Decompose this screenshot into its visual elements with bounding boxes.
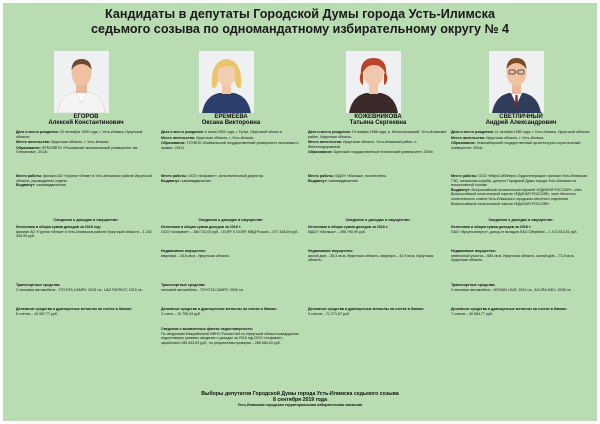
- candidate-photo: [54, 51, 109, 113]
- poster-footer: [3, 391, 597, 408]
- residence-label: Место жительства:: [451, 135, 485, 140]
- candidate-bio: [451, 130, 591, 151]
- candidate-name: Татьяна Сергеевна: [349, 120, 407, 126]
- candidate-name: Андрей Александрович: [485, 120, 557, 126]
- election-poster: [3, 3, 597, 421]
- work-label: Место работы:: [161, 174, 188, 178]
- bank-accounts-block: [308, 307, 448, 316]
- candidate-bio: [16, 130, 156, 156]
- bank-accounts-label: Денежные средства и драгоценные металлы на счетах в банках:: [308, 307, 425, 311]
- work-label: Место работы:: [451, 174, 478, 178]
- bank-accounts-block: [451, 307, 591, 316]
- income-block: [451, 225, 591, 234]
- candidate-surname: СВЕТЛИЧНЫЙ: [499, 114, 543, 120]
- candidate-photo: [489, 51, 544, 113]
- nominated-label: Выдвинут:: [16, 183, 36, 188]
- bank-accounts-label: Денежные средства и драгоценные металлы на счетах в банках:: [16, 307, 133, 311]
- nominated-label: Выдвинут:: [308, 178, 328, 183]
- candidate-name: Оксана Викторовна: [201, 120, 261, 126]
- candidate-work: [16, 174, 156, 188]
- residence-value: Иркутская область, г. Усть-Илимск.: [195, 135, 255, 140]
- vehicles-value: легковой автомобиль - TOYOTA CAMRY, 2009 г.в.: [161, 287, 244, 292]
- education-value: Братский государственный технический университет, 2009г.: [333, 150, 434, 155]
- poster-title: [3, 7, 597, 37]
- income-label: Источники и общая сумма доходов за 2018 год:: [16, 225, 101, 229]
- footer-line-2: 8 сентября 2019 года: [273, 397, 327, 403]
- income-block: [161, 225, 301, 234]
- candidate-surname: ЕГОРОВ: [73, 114, 99, 120]
- income-block: [308, 225, 448, 234]
- vehicles-value: 2 легковых автомобиля - TOYOTA CAMRY, 2015 г.в., UAZ PATRIOT, 2015 г.в.: [16, 287, 143, 292]
- residence-label: Место жительства:: [161, 135, 195, 140]
- footer-line-1: Выборы депутатов Городской Думы города Усть-Илимска седьмого созыва: [201, 391, 399, 397]
- income-heading: Сведения о доходах и имуществе:: [198, 218, 264, 222]
- real-estate-value: квартира – 44,6 кв.м., Иркутская область.: [161, 253, 231, 258]
- real-estate-label: Недвижимое имущество:: [308, 249, 353, 253]
- bank-accounts-value: 9 счетов – 71 271,67 руб.: [308, 311, 350, 316]
- candidate-surname: КОЖЕВНИКОВА: [354, 114, 402, 120]
- real-estate-label: Недвижимое имущество:: [161, 249, 206, 253]
- birth-label: Дата и место рождения:: [451, 130, 494, 134]
- education-value: ГОУВПО «Байкальский государственный университет экономики и права», 2010г.: [161, 141, 299, 150]
- candidate-column: [16, 51, 156, 369]
- candidate-work: [308, 174, 448, 183]
- income-label: Источники и общая сумма доходов за 2018 г:: [161, 225, 242, 229]
- education-label: Образование:: [16, 145, 41, 150]
- work-label: Место работы:: [16, 174, 43, 178]
- birth-value: 6 июля 1981 года, г. Тулун, Иркутской области.: [204, 130, 283, 134]
- vehicles-block: [161, 283, 301, 292]
- real-estate-label: Недвижимое имущество:: [451, 249, 496, 253]
- nominated-value: Всероссийской политической партией «ЕДИНАЯ РОССИЯ», член Всероссийской политической партии «ЕДИНАЯ РОССИЯ», член Местного политического совета Усть-Илимского городского местного отделения Всероссийской политической партии «ЕДИНАЯ РОССИЯ».: [451, 187, 582, 206]
- candidate-photo: [199, 51, 254, 113]
- candidate-work: [451, 174, 591, 206]
- vehicles-label: Транспортные средства:: [451, 283, 496, 287]
- title-line-2: седьмого созыва по одномандатному избирательному округу № 4: [90, 22, 510, 36]
- work-value: филиал АО «Группа «Илим» в Усть-Илимском районе Иркутской области, руководитель отдела.: [16, 174, 152, 183]
- education-label: Образование:: [308, 150, 333, 155]
- bank-accounts-value: 3 счета – 10 795,43 руб.: [161, 311, 201, 316]
- candidate-photo: [346, 51, 401, 113]
- bank-accounts-value: 6 счетов – 16 067,77 руб.: [16, 311, 58, 316]
- income-block: [16, 225, 156, 239]
- nominated-value: самовыдвижение.: [181, 178, 212, 183]
- bank-accounts-label: Денежные средства и драгоценные металлы на счетах в банках:: [451, 307, 568, 311]
- work-value: ООО «ЕвроСибЭнерго-Гидрогенерация» филиал Усть-Илимская ГЭС, начальник службы, депутат Городской Думы города Усть-Илимска на непостоянной основе.: [451, 174, 588, 188]
- title-line-1: Кандидаты в депутаты Городской Думы города Усть-Илимска: [105, 7, 495, 21]
- income-value: ПАО «Иркутскэнерго», доход от вкладов ПАО Сбербанк – 1 472 812,81 руб.: [451, 229, 578, 234]
- nominated-label: Выдвинут:: [161, 178, 181, 183]
- real-estate-block: [161, 249, 301, 258]
- birth-label: Дата и место рождения:: [308, 130, 351, 134]
- bank-accounts-block: [16, 307, 156, 316]
- bank-accounts-label: Денежные средства и драгоценные металлы на счетах в банках:: [161, 307, 278, 311]
- birth-value: 20 сентября 1990 года, г. Усть-Илимск, Иркутской области.: [16, 130, 143, 139]
- income-heading: Сведения о доходах и имуществе:: [488, 218, 554, 222]
- vehicles-block: [16, 283, 156, 292]
- work-value: ООО «Алфавит», исполнительный директор.: [188, 174, 264, 178]
- residence-value: Иркутская область, г. Усть-Илимск.: [50, 140, 110, 145]
- vehicles-label: Транспортные средства:: [16, 283, 61, 287]
- work-label: Место работы:: [308, 174, 335, 178]
- residence-value: Иркутская область, г. Усть-Илимск.: [485, 135, 545, 140]
- nominated-value: самовыдвижение.: [328, 178, 359, 183]
- birth-value: 19 января 1986 года, р. Железногорский, Усть-Илимский район, Иркутская область.: [308, 130, 447, 139]
- vehicles-label: Транспортные средства:: [161, 283, 206, 287]
- nominated-label: Выдвинут:: [451, 187, 471, 192]
- education-label: Образование:: [161, 141, 186, 146]
- education-label: Образование:: [451, 141, 476, 146]
- candidate-bio: [161, 130, 301, 151]
- education-value: Новосибирский государственный архитектурно-строительный университет, 2004г.: [451, 141, 581, 150]
- income-heading: Сведения о доходах и имуществе:: [345, 218, 411, 222]
- candidate-column: [161, 51, 301, 369]
- vehicles-block: [451, 283, 591, 292]
- violations-label: Сведения о выявленных фактах недостоверности:: [161, 327, 253, 331]
- candidate-column: [451, 51, 591, 369]
- income-value: МДОУ «Малыш» – 398 790,99 руб.: [308, 229, 366, 234]
- candidate-name: Алексей Константинович: [48, 120, 124, 126]
- candidate-column: [308, 51, 448, 369]
- residence-label: Место жительства:: [308, 140, 342, 145]
- work-value: МДОУ «Малыш», воспитатель.: [335, 174, 388, 178]
- real-estate-value: жилой дом – 38,3 кв.м, Иркутская область, квартира – 42,9 кв.м, Иркутская область.: [308, 253, 434, 263]
- real-estate-block: [308, 249, 448, 263]
- violations-value: По сведениям Межрайонной ИФНС России №9 по Иркутской области кандидатом недостоверно указаны сведения о доходах за 2018 год ООО «Алфавит», заработано 285 633,53 руб., по результатам проверки – 286 584,53 руб.: [161, 331, 299, 345]
- real-estate-block: [451, 249, 591, 263]
- education-value: ФГБОУВПО «Российский экономический университет им. Плеханова», 2013г.: [16, 145, 139, 155]
- candidate-work: [161, 174, 301, 183]
- birth-label: Дата и место рождения:: [16, 130, 59, 134]
- residence-label: Место жительства:: [16, 140, 50, 145]
- candidate-surname: ЕРЕМЕЕВА: [214, 114, 248, 120]
- income-value: филиал АО «Группа «Илим» в Усть-Илимском районе Иркутской области – 1 202 345,95 руб.: [16, 229, 152, 239]
- vehicles-value: 2 легковых автомобиля - NISSAN LEAF, 2012 г.в., ACURA MDX, 2008 г.в.: [451, 287, 572, 292]
- violations-block: [161, 327, 301, 345]
- income-label: Источники и общая сумма доходов за 2018 г:: [451, 225, 532, 229]
- income-value: ООО «Алфавит» – 366 720,00 руб., ОСФР, 5 ОСФР, МВД России – 577 448,59 руб.: [161, 229, 299, 234]
- bank-accounts-value: 7 счетов – 40 584,77 руб.: [451, 311, 493, 316]
- residence-value: Иркутская область, Усть-Илимский район, п. Железнодорожный.: [308, 140, 418, 149]
- footer-line-3: Усть-Илимская городская территориальная избирательная комиссия: [237, 403, 363, 407]
- income-heading: Сведения о доходах и имуществе:: [53, 218, 119, 222]
- bank-accounts-block: [161, 307, 301, 316]
- birth-value: 11 октября 1980 года, г. Усть-Илимск, Иркутской области.: [494, 130, 591, 134]
- nominated-value: самовыдвижение.: [36, 183, 67, 188]
- candidate-bio: [308, 130, 448, 156]
- birth-label: Дата и место рождения:: [161, 130, 204, 134]
- real-estate-value: земельный участок – 680 кв.м, Иркутская область, жилой дом – 71,8 кв.м, Иркутская область.: [451, 253, 575, 263]
- income-label: Источники и общая сумма доходов за 2018 г:: [308, 225, 389, 229]
